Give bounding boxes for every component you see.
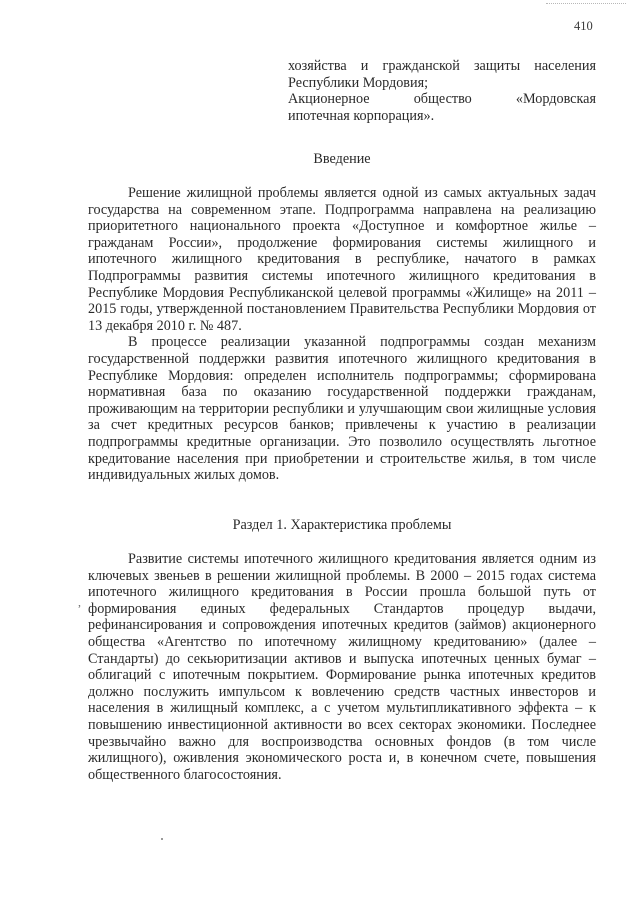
paragraph: Решение жилищной проблемы является одной из самых актуальных задач государства на современном этапе. Подпрограмма направлена на реализацию приоритетного национального проекта «Доступное и комфортное жилье – гражданам России», продолжение формирования системы жилищного и ипотечного жилищного кредитования в республике, начатого в рамках Подпрограммы развития системы ипотечного жилищного кредитования в Республике Мордовия Республиканской целевой программы «Жилище» на 2011 – 2015 годы, утвержденной постановлением Правительства Республики Мордовия от 13 декабря 2010 г. № 487. bbox=[88, 185, 596, 334]
paragraph: Развитие системы ипотечного жилищного кредитования является одним из ключевых звеньев в решении жилищной проблемы. В 2000 – 2015 годах система ипотечного жилищного кредитования в России прошла большой путь от формирования единых федеральных Стандартов процедур выдачи, рефинансирования и сопровождения ипотечных кредитов (займов) акционерного общества «Агентство по ипотечному жилищному кредитованию» (далее – Стандарты) до секьюритизации активов и выпуска ипотечных ценных бумаг – облигаций с ипотечным покрытием. Формирование рынка ипотечных кредитов должно послужить импульсом к вовлечению средств частных инвесторов и населения в жилищный комплекс, а с учетом мультипликативного эффекта – к повышению инвестиционной активности во всех секторах экономики. Последнее чрезвычайно важно для воспроизводства основных фондов (в том числе жилищного), оживления экономического роста и, в конечном счете, повышения общественного благосостояния. bbox=[88, 551, 596, 783]
intro-body bbox=[88, 185, 596, 484]
scan-dot-artifact bbox=[161, 838, 163, 840]
addressee-line: Акционерное общество «Мордовская bbox=[288, 91, 596, 108]
addressee-line: ипотечная корпорация». bbox=[288, 107, 435, 124]
addressee-block bbox=[288, 58, 596, 124]
paragraph: В процессе реализации указанной подпрограммы создан механизм государственной поддержки развития ипотечного жилищного кредитования в Республике Мордовия: определен исполнитель подпрограммы; сформирована нормативная база по оказанию государственной поддержки гражданам, проживающим на территории республики и улучшающим свои жилищные условия за счет кредитных ресурсов банков; привлечены к участию в реализации подпрограммы кредитные организации. Это позволило осуществлять льготное кредитование населения при приобретении и строительстве жилья, в том числе индивидуальных жилых домов. bbox=[88, 334, 596, 484]
section1-body bbox=[88, 551, 596, 783]
addressee-line: хозяйства и гражданской защиты населения bbox=[288, 58, 596, 74]
section-heading-problem: Раздел 1. Характеристика проблемы bbox=[232, 517, 452, 533]
margin-comma-mark: , bbox=[78, 595, 81, 609]
addressee-line: Республики Мордовия; bbox=[288, 74, 429, 91]
page-number: 410 bbox=[574, 19, 593, 33]
section-heading-intro: Введение bbox=[313, 151, 371, 167]
scan-artifact-mark bbox=[546, 3, 626, 10]
